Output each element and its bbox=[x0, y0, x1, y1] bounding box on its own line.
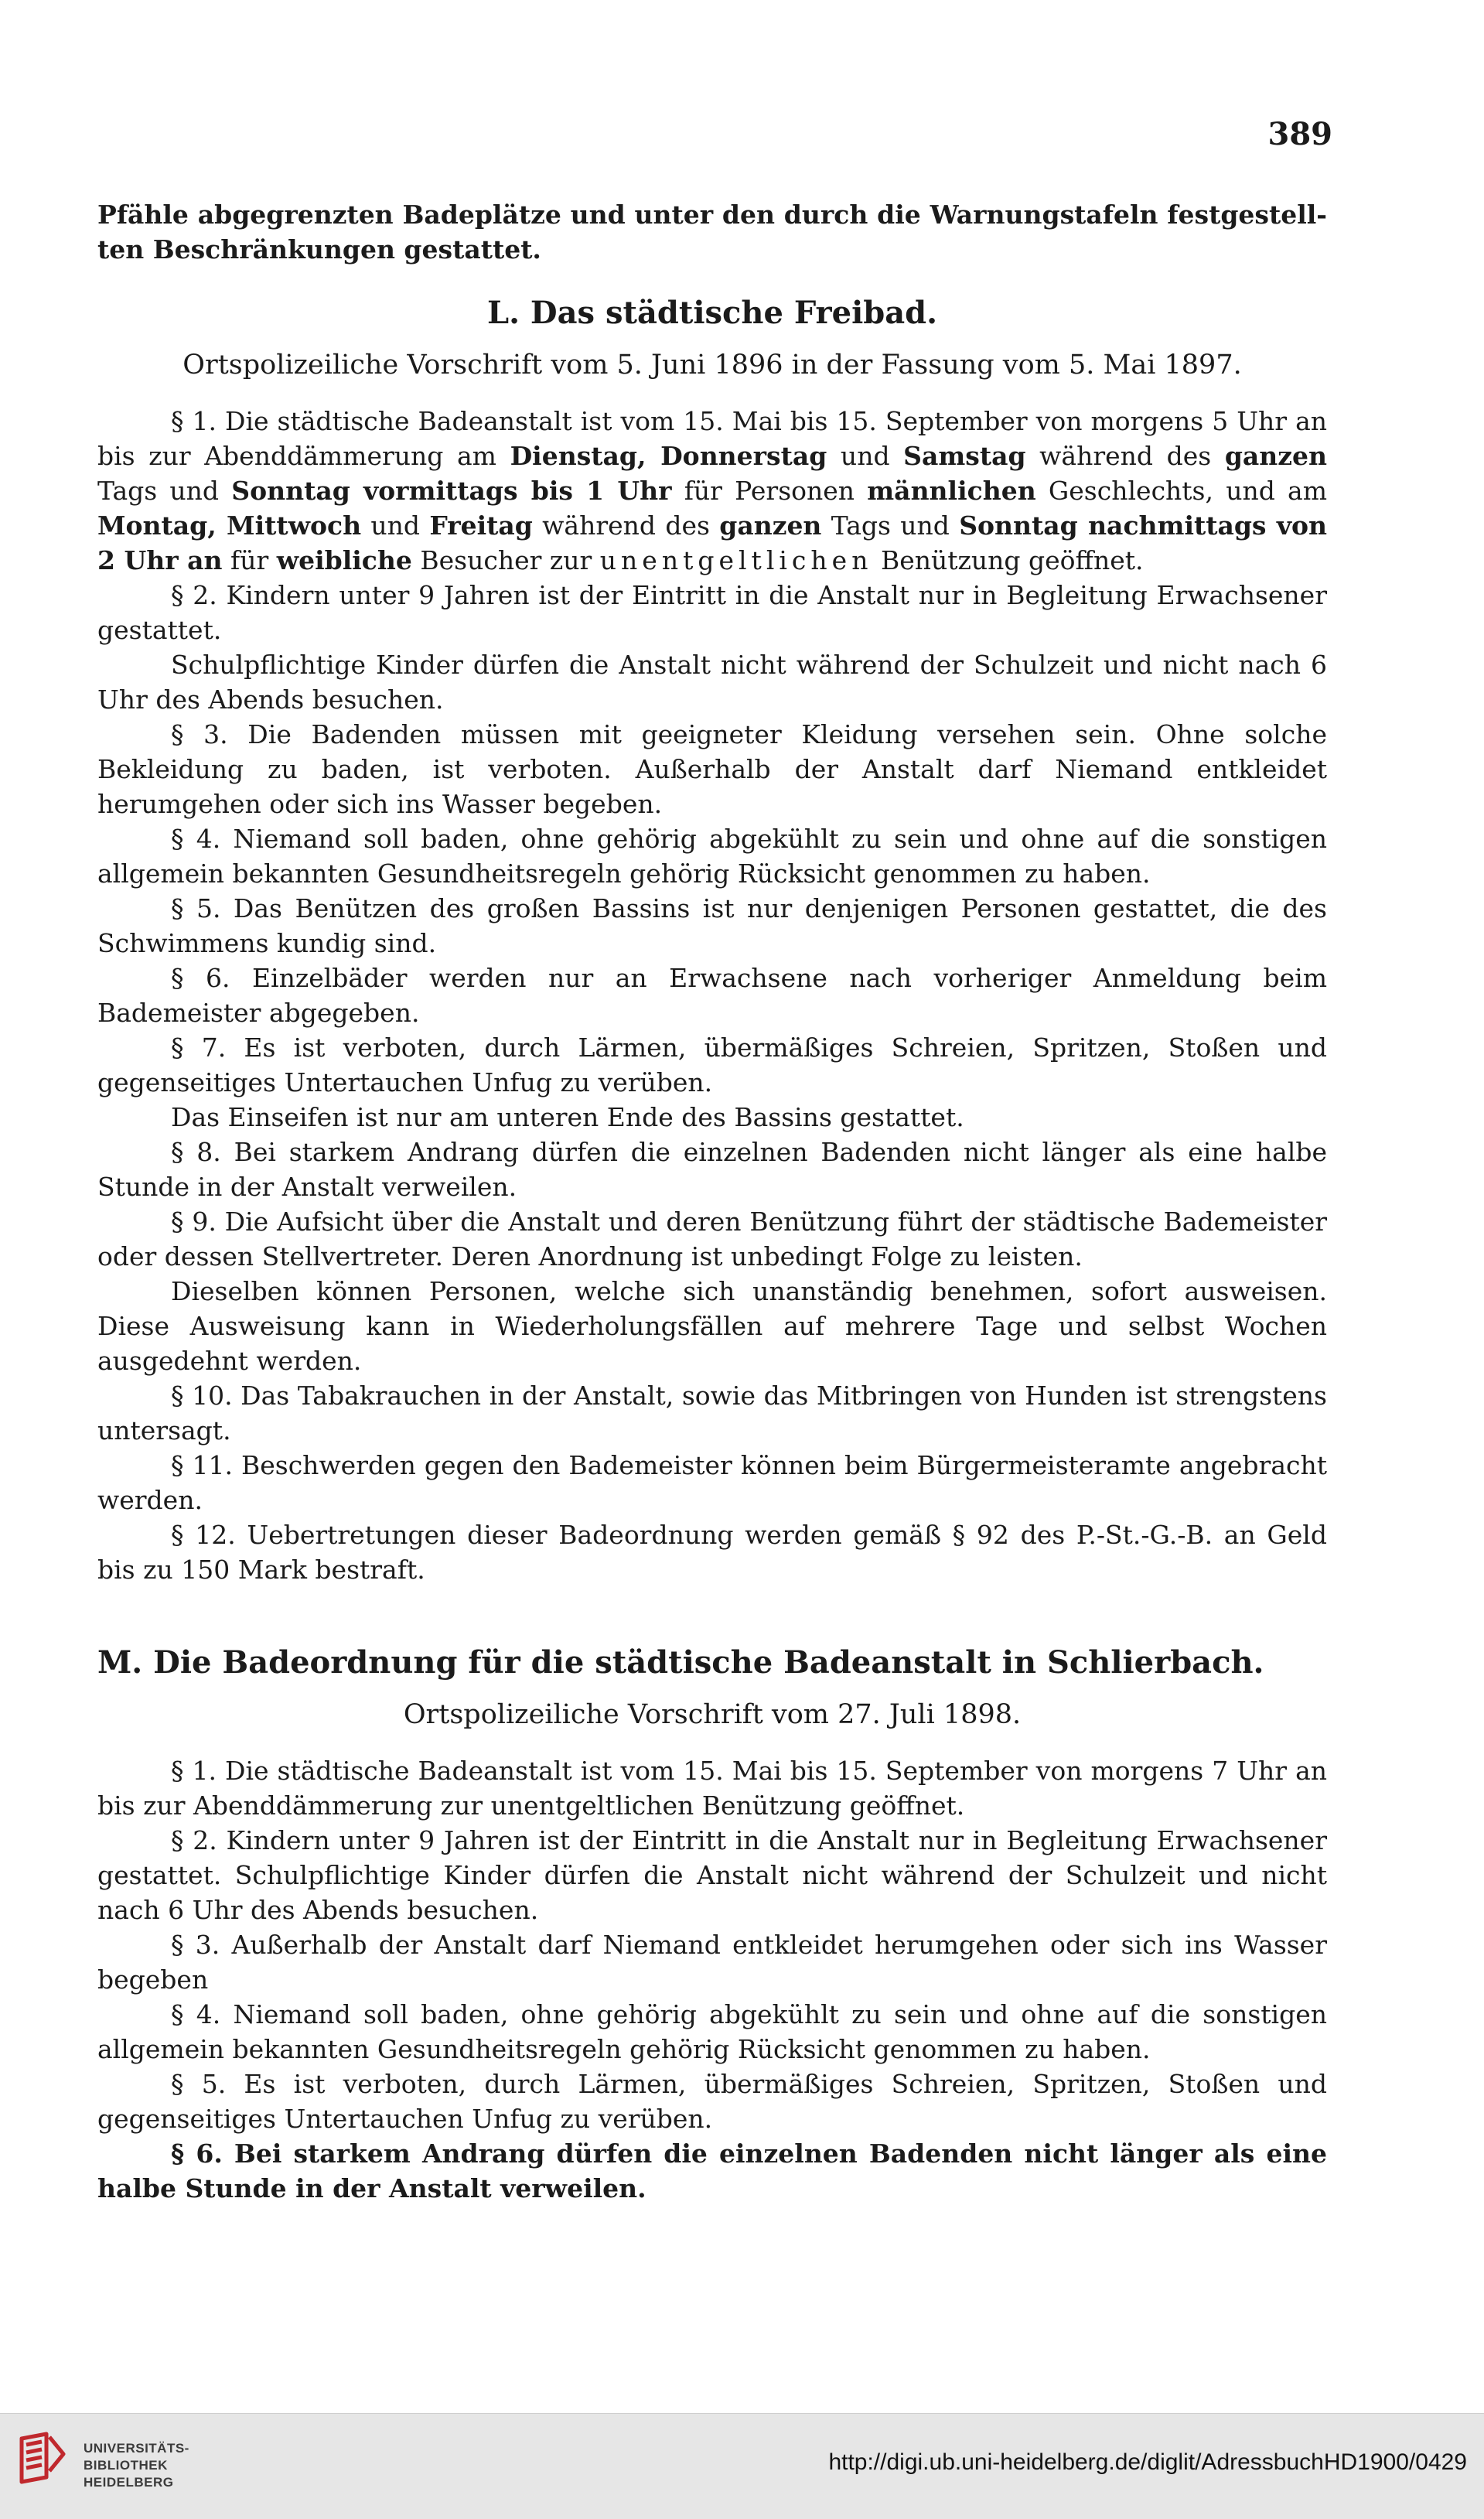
section-l-paragraph-9: § 9. Die Aufsicht über die Anstalt und deren Benützung führt der städtische Bademeister oder dessen Stellvertreter. Deren Anordnung ist unbedingt Folge zu leisten. bbox=[97, 1207, 1327, 1271]
continuation-text: Pfähle abgegrenzten Badeplätze und unter den durch die Warnungstafeln festgestell- ten Beschränkungen gestattet. bbox=[97, 200, 1327, 265]
page-number: 389 bbox=[1267, 116, 1332, 152]
section-l-paragraph-7: § 7. Es ist verboten, durch Lärmen, übermäßiges Schreien, Spritzen, Stoßen und gegenseitiges Untertauchen Unfug zu verüben. bbox=[97, 1033, 1327, 1097]
section-m-paragraph-2: § 2. Kindern unter 9 Jahren ist der Eintritt in die Anstalt nur in Begleitung Erwachsener gestattet. Schulpflichtige Kinder dürfen die Anstalt nicht während der Schulzeit und nicht nach 6 Uhr des Abends besuchen. bbox=[97, 1825, 1327, 1925]
section-l-heading: L. Das städtische Freibad. bbox=[486, 295, 938, 331]
section-l-paragraph-2b: Schulpflichtige Kinder dürfen die Anstalt nicht während der Schulzeit und nicht nach 6 Uhr des Abends besuchen. bbox=[97, 650, 1327, 715]
section-m-paragraph-1: § 1. Die städtische Badeanstalt ist vom 15. Mai bis 15. September von morgens 7 Uhr an bis zur Abenddämmerung zur unentgeltlichen Benützung geöffnet. bbox=[97, 1756, 1327, 1821]
library-logo-icon bbox=[15, 2431, 70, 2500]
section-m-subheading: Ortspolizeiliche Vorschrift vom 27. Juli 1898. bbox=[403, 1699, 1022, 1730]
section-m-heading: M. Die Badeordnung für die städtische Badeanstalt in Schlierbach. bbox=[97, 1644, 1264, 1681]
section-m-paragraph-3: § 3. Außerhalb der Anstalt darf Niemand entkleidet herumgehen oder sich ins Wasser begeben bbox=[97, 1930, 1327, 1995]
library-name: UNIVERSITÄTS- BIBLIOTHEK HEIDELBERG bbox=[84, 2441, 189, 2490]
section-l-paragraph-8: § 8. Bei starkem Andrang dürfen die einzelnen Badenden nicht länger als eine halbe Stunde in der Anstalt verweilen. bbox=[97, 1137, 1327, 1202]
section-l-paragraph-11: § 11. Beschwerden gegen den Bademeister können beim Bürgermeisteramte angebracht werden. bbox=[97, 1450, 1327, 1515]
section-l-paragraph-2: § 2. Kindern unter 9 Jahren ist der Eintritt in die Anstalt nur in Begleitung Erwachsener gestattet. bbox=[97, 580, 1327, 645]
section-m-paragraph-5: § 5. Es ist verboten, durch Lärmen, übermäßiges Schreien, Spritzen, Stoßen und gegenseitiges Untertauchen Unfug zu verüben. bbox=[97, 2069, 1327, 2134]
section-l-paragraph-10: § 10. Das Tabakrauchen in der Anstalt, sowie das Mitbringen von Hunden ist strengstens untersagt. bbox=[97, 1381, 1327, 1446]
section-l-paragraph-6: § 6. Einzelbäder werden nur an Erwachsene nach vorheriger Anmeldung beim Bademeister abgegeben. bbox=[97, 963, 1327, 1028]
section-gap bbox=[97, 1587, 1327, 1616]
section-l-paragraph-5: § 5. Das Benützen des großen Bassins ist nur denjenigen Personen gestattet, die des Schwimmens kundig sind. bbox=[97, 893, 1327, 958]
section-l-paragraph-4: § 4. Niemand soll baden, ohne gehörig abgekühlt zu sein und ohne auf die sonstigen allgemein bekannten Gesundheitsregeln gehörig Rücksicht genommen zu haben. bbox=[97, 824, 1327, 889]
section-l-paragraph-7b: Das Einseifen ist nur am unteren Ende des Bassins gestattet. bbox=[171, 1102, 964, 1132]
section-l-paragraph-12: § 12. Uebertretungen dieser Badeordnung werden gemäß § 92 des P.-St.-G.-B. an Geld bis zu 150 Mark bestraft. bbox=[97, 1520, 1327, 1585]
permalink-url[interactable]: http://digi.ub.uni-heidelberg.de/diglit/AdressbuchHD1900/0429 bbox=[828, 2449, 1467, 2475]
section-m-paragraph-4: § 4. Niemand soll baden, ohne gehörig abgekühlt zu sein und ohne auf die sonstigen allgemein bekannten Gesundheitsregeln gehörig Rücksicht genommen zu haben. bbox=[97, 1999, 1327, 2064]
section-l-paragraph-1: § 1. Die städtische Badeanstalt ist vom 15. Mai bis 15. September von morgens 5 Uhr an bis zur Abenddämmerung am Dienstag, Donnerstag und Samstag während des ganzen Tags und Sonntag vormittags bis 1 Uhr für Personen männlichen Geschlechts, und am Montag, Mittwoch und Freitag während des ganzen Tags und Sonntag nachmittags von 2 Uhr an für weibliche Besucher zur unentgeltlichen Benützung geöffnet. bbox=[97, 406, 1328, 575]
section-l-paragraph-9b: Dieselben können Personen, welche sich unanständig benehmen, sofort ausweisen. Diese Ausweisung kann in Wiederholungsfällen auf mehrere Tage und selbst Wochen ausgedehnt werden. bbox=[97, 1276, 1327, 1376]
page-content bbox=[97, 197, 1327, 2206]
viewer-footer bbox=[0, 2413, 1484, 2519]
section-l-subheading: Ortspolizeiliche Vorschrift vom 5. Juni 1896 in der Fassung vom 5. Mai 1897. bbox=[183, 350, 1242, 381]
section-m-paragraph-6: § 6. Bei starkem Andrang dürfen die einzelnen Badenden nicht länger als eine halbe Stunde in der Anstalt verweilen. bbox=[97, 2138, 1327, 2203]
section-l-paragraph-3: § 3. Die Badenden müssen mit geeigneter Kleidung versehen sein. Ohne solche Bekleidung zu baden, ist verboten. Außerhalb der Anstalt darf Niemand entkleidet herumgehen oder sich ins Wasser begeben. bbox=[97, 719, 1327, 819]
